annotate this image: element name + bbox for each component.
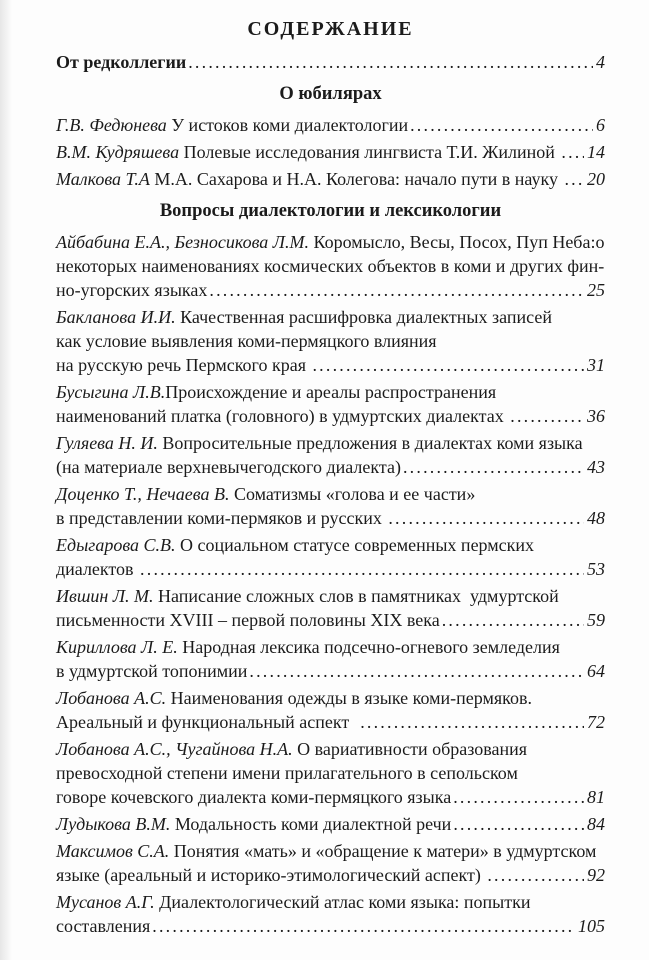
author-name: Лудыкова В.М. xyxy=(56,814,171,834)
page-number: 6 xyxy=(596,115,605,135)
page-number: 59 xyxy=(587,610,605,630)
toc-entry xyxy=(56,140,605,164)
author-name: Доценко Т., Нечаева В. xyxy=(56,484,230,504)
entry-line xyxy=(56,113,605,137)
author-name: Едыгарова С.В. xyxy=(56,535,176,555)
entry-line xyxy=(56,812,605,836)
entry-line xyxy=(56,305,605,329)
dot-leader xyxy=(564,167,584,191)
toc-entry xyxy=(56,890,605,938)
page-number: 72 xyxy=(587,712,605,732)
entry-line xyxy=(56,278,605,302)
page-title: СОДЕРЖАНИЕ xyxy=(247,18,414,40)
page-number: 31 xyxy=(587,355,605,375)
author-name: Айбабина Е.А., Безносикова Л.М. xyxy=(56,232,309,252)
entry-line xyxy=(56,737,605,761)
entry-text: Лобанова А.С. Наименования одежды в языке коми-пермяков. xyxy=(56,688,533,708)
toc-entry xyxy=(56,737,605,809)
entry-text: Бакланова И.И. Качественная расшифровка диалектных записей xyxy=(56,307,552,327)
dot-leader xyxy=(403,455,584,479)
entry-line xyxy=(56,785,605,809)
toc xyxy=(56,50,605,938)
entry-line xyxy=(56,863,605,887)
toc-entry xyxy=(56,113,605,137)
toc-entry xyxy=(56,635,605,683)
entry-line xyxy=(56,254,605,278)
entry-line xyxy=(56,167,605,191)
entry-line xyxy=(56,482,605,506)
toc-entry xyxy=(56,50,605,74)
entry-text: Малкова Т.А М.А. Сахарова и Н.А. Колегова: начало пути в науку xyxy=(56,169,563,189)
entry-line xyxy=(56,380,605,404)
entry-text: языке (ареальный и историко-этимологический аспект) xyxy=(56,865,486,885)
page-number: 36 xyxy=(587,406,605,426)
author-name: Мусанов А.Г. xyxy=(56,892,155,912)
toc-entry xyxy=(56,305,605,377)
dot-leader xyxy=(410,113,593,137)
toc-entry xyxy=(56,812,605,836)
entry-line xyxy=(56,455,605,479)
entry-text: В.М. Кудряшева Полевые исследования лингвиста Т.И. Жилиной xyxy=(56,142,560,162)
entry-line xyxy=(56,635,605,659)
dot-leader xyxy=(453,785,584,809)
page-number: 25 xyxy=(587,280,605,300)
entry-line xyxy=(56,230,605,254)
author-name: Лобанова А.С., Чугайнова Н.А. xyxy=(56,739,293,759)
section-heading: Вопросы диалектологии и лексикологии xyxy=(159,201,502,221)
entry-text: Максимов С.А. Понятия «мать» и «обращение к матери» в удмуртском xyxy=(56,841,597,861)
entry-line xyxy=(56,761,605,785)
entry-line xyxy=(56,431,605,455)
entry-text: письменности XVIII – первой половины XIX века xyxy=(56,610,440,630)
author-name: Максимов С.А. xyxy=(56,841,170,861)
entry-line xyxy=(56,839,605,863)
dot-leader xyxy=(209,278,584,302)
entry-text: Ареальный и функциональный аспект xyxy=(56,712,359,732)
page-number: 43 xyxy=(587,457,605,477)
entry-text: Гуляева Н. И. Вопросительные предложения в диалектах коми языка xyxy=(56,433,583,453)
entry-text: говоре кочевского диалекта коми-пермяцкого языка xyxy=(56,787,452,807)
page-number: 92 xyxy=(587,865,605,885)
entry-text: Айбабина Е.А., Безносикова Л.М. Коромысло, Весы, Посох, Пуп Неба:о xyxy=(56,232,605,252)
page-number: 20 xyxy=(587,169,605,189)
entry-text: составления xyxy=(56,916,151,936)
author-name: Кириллова Л. Е. xyxy=(56,637,178,657)
entry-text: Едыгарова С.В. О социальном статусе современных пермских xyxy=(56,535,535,555)
page-number: 48 xyxy=(587,508,605,528)
entry-text: (на материале верхневычегодского диалекта) xyxy=(56,457,401,477)
dot-leader xyxy=(188,50,593,74)
entry-text: на русскую речь Пермского края xyxy=(56,355,311,375)
author-name: Бусыгина Л.В. xyxy=(56,382,166,402)
author-name: Гуляева Н. И. xyxy=(56,433,158,453)
toc-entry xyxy=(56,380,605,428)
entry-text: Доценко Т., Нечаева В. Соматизмы «голова и ее части» xyxy=(56,484,476,504)
dot-leader xyxy=(561,140,584,164)
page-number: 14 xyxy=(587,142,605,162)
entry-line xyxy=(56,533,605,557)
entry-line xyxy=(56,890,605,914)
dot-leader xyxy=(152,914,575,938)
page-number: 84 xyxy=(587,814,605,834)
entry-line xyxy=(56,710,605,734)
dot-leader xyxy=(453,812,584,836)
author-name: Ившин Л. М. xyxy=(56,586,154,606)
dot-leader xyxy=(442,608,584,632)
author-name: Лобанова А.С. xyxy=(56,688,167,708)
section-heading: О юбилярах xyxy=(279,84,382,104)
entry-text xyxy=(56,50,186,74)
entry-line xyxy=(56,506,605,530)
entry-text: превосходной степени имени прилагательного в сепольском xyxy=(56,763,518,783)
entry-text: в представлении коми-пермяков и русских xyxy=(56,508,387,528)
toc-entry xyxy=(56,584,605,632)
entry-text: Лудыкова В.М. Модальность коми диалектной речи xyxy=(56,814,452,834)
entry-text: в удмуртской топонимии xyxy=(56,661,248,681)
entry-text: Лобанова А.С., Чугайнова Н.А. О вариативности образования xyxy=(56,739,528,759)
entry-text: диалектов xyxy=(56,559,139,579)
toc-entry xyxy=(56,482,605,530)
page-number: 105 xyxy=(578,916,605,936)
toc-entry xyxy=(56,839,605,887)
entry-line xyxy=(56,659,605,683)
dot-leader xyxy=(312,353,584,377)
entry-text: Ившин Л. М. Написание сложных слов в памятниках удмуртской xyxy=(56,586,559,606)
entry-text: некоторых наименованиях космических объектов в коми и других фин- xyxy=(56,256,605,276)
page-number: 53 xyxy=(587,559,605,579)
entry-line xyxy=(56,50,605,74)
entry-line xyxy=(56,584,605,608)
entry-line xyxy=(56,686,605,710)
entry-line xyxy=(56,608,605,632)
entry-line xyxy=(56,353,605,377)
dot-leader xyxy=(140,557,584,581)
author-name: В.М. Кудряшева xyxy=(56,142,180,162)
entry-text: Кириллова Л. Е. Народная лексика подсечно-огневого земледелия xyxy=(56,637,560,657)
author-name: От редколлегии xyxy=(56,52,187,72)
entry-text: Г.В. Федюнева У истоков коми диалектологии xyxy=(56,115,409,135)
entry-text: как условие выявления коми-пермяцкого влияния xyxy=(56,331,437,351)
page-number: 4 xyxy=(596,52,605,72)
entry-text: Бусыгина Л.В.Происхождение и ареалы распространения xyxy=(56,382,497,402)
entry-line xyxy=(56,140,605,164)
entry-text: Мусанов А.Г. Диалектологический атлас коми языка: попытки xyxy=(56,892,531,912)
entry-line xyxy=(56,914,605,938)
dot-leader xyxy=(249,659,584,683)
dot-leader xyxy=(510,404,584,428)
author-name: Г.В. Федюнева xyxy=(56,115,167,135)
entry-line xyxy=(56,329,605,353)
dot-leader xyxy=(360,710,584,734)
dot-leader xyxy=(388,506,584,530)
toc-entry xyxy=(56,230,605,302)
dot-leader xyxy=(487,863,584,887)
entry-line xyxy=(56,557,605,581)
toc-entry xyxy=(56,533,605,581)
author-name: Бакланова И.И. xyxy=(56,307,176,327)
toc-entry xyxy=(56,686,605,734)
author-name: Малкова Т.А xyxy=(56,169,150,189)
page-number: 64 xyxy=(587,661,605,681)
page-number: 81 xyxy=(587,787,605,807)
entry-text: наименований платка (головного) в удмуртских диалектах xyxy=(56,406,509,426)
entry-text: но-угорских языках xyxy=(56,280,208,300)
entry-line xyxy=(56,404,605,428)
toc-entry xyxy=(56,167,605,191)
toc-entry xyxy=(56,431,605,479)
